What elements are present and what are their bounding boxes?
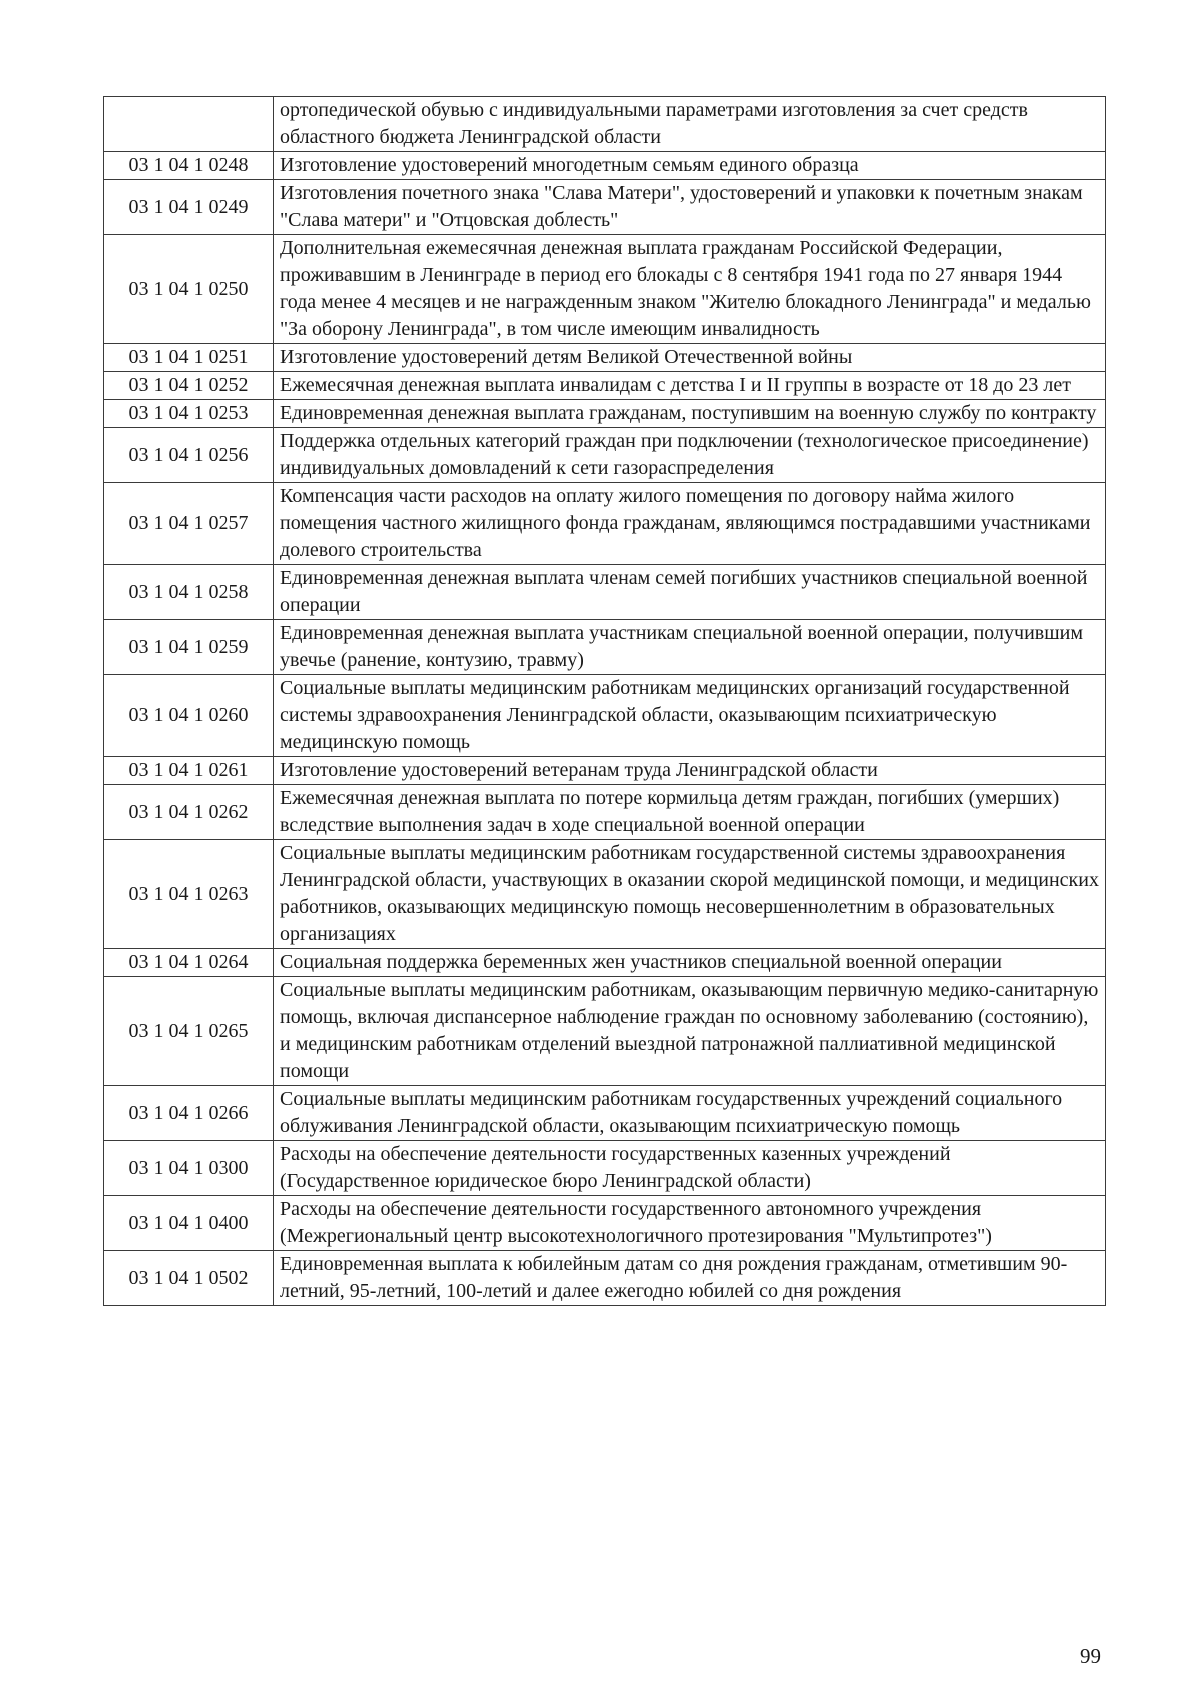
table-row: [104, 949, 1106, 977]
row-description-cell: Изготовление удостоверений ветеранам труда Ленинградской области: [274, 757, 1106, 785]
row-description-cell: Единовременная денежная выплата членам семей погибших участников специальной военной операции: [274, 565, 1106, 620]
row-description-cell: Единовременная денежная выплата гражданам, поступившим на военную службу по контракту: [274, 400, 1106, 428]
table-row: [104, 1196, 1106, 1251]
row-description-cell: Поддержка отдельных категорий граждан при подключении (технологическое присоединение) индивидуальных домовладений к сети газораспределения: [274, 428, 1106, 483]
row-description-cell: Компенсация части расходов на оплату жилого помещения по договору найма жилого помещения частного жилищного фонда гражданам, являющимся пострадавшими участниками долевого строительства: [274, 483, 1106, 565]
row-code-cell: 03 1 04 1 0264: [104, 949, 274, 977]
table-row: [104, 180, 1106, 235]
row-code-cell: 03 1 04 1 0260: [104, 675, 274, 757]
row-code-cell: 03 1 04 1 0502: [104, 1251, 274, 1306]
row-description-cell: ортопедической обувью с индивидуальными параметрами изготовления за счет средств областного бюджета Ленинградской области: [274, 97, 1106, 152]
table-row: [104, 1251, 1106, 1306]
row-code-cell: 03 1 04 1 0262: [104, 785, 274, 840]
table-row: [104, 235, 1106, 344]
table-body: [104, 97, 1106, 1306]
row-description-cell: Расходы на обеспечение деятельности государственного автономного учреждения (Межрегиональный центр высокотехнологичного протезирования "Мультипротез"): [274, 1196, 1106, 1251]
table-row: [104, 97, 1106, 152]
row-code-cell: [104, 97, 274, 152]
page-number: 99: [1080, 1644, 1101, 1668]
table-row: [104, 675, 1106, 757]
row-description-cell: Ежемесячная денежная выплата по потере кормильца детям граждан, погибших (умерших) вследствие выполнения задач в ходе специальной военной операции: [274, 785, 1106, 840]
table-row: [104, 152, 1106, 180]
row-description-cell: Дополнительная ежемесячная денежная выплата гражданам Российской Федерации, проживавшим в Ленинграде в период его блокады с 8 сентября 1941 года по 27 января 1944 года менее 4 месяцев и не награжденным знаком "Жителю блокадного Ленинграда" и медалью "За оборону Ленинграда", в том числе имеющим инвалидность: [274, 235, 1106, 344]
table-row: [104, 565, 1106, 620]
row-code-cell: 03 1 04 1 0400: [104, 1196, 274, 1251]
row-code-cell: 03 1 04 1 0261: [104, 757, 274, 785]
row-description-cell: Социальные выплаты медицинским работникам государственной системы здравоохранения Ленинградской области, участвующих в оказании скорой медицинской помощи, и медицинских работников, оказывающих медицинскую помощь несовершеннолетним в образовательных организациях: [274, 840, 1106, 949]
row-description-cell: Изготовления почетного знака "Слава Матери", удостоверений и упаковки к почетным знакам "Слава матери" и "Отцовская доблесть": [274, 180, 1106, 235]
row-code-cell: 03 1 04 1 0249: [104, 180, 274, 235]
table-row: [104, 428, 1106, 483]
row-description-cell: Ежемесячная денежная выплата инвалидам с детства I и II группы в возрасте от 18 до 23 лет: [274, 372, 1106, 400]
row-code-cell: 03 1 04 1 0263: [104, 840, 274, 949]
table-row: [104, 1141, 1106, 1196]
table-row: [104, 372, 1106, 400]
row-description-cell: Социальные выплаты медицинским работникам, оказывающим первичную медико-санитарную помощь, включая диспансерное наблюдение граждан по основному заболеванию (состоянию), и медицинским работникам отделений выездной патронажной паллиативной медицинской помощи: [274, 977, 1106, 1086]
row-code-cell: 03 1 04 1 0248: [104, 152, 274, 180]
table-row: [104, 620, 1106, 675]
row-code-cell: 03 1 04 1 0252: [104, 372, 274, 400]
row-description-cell: Единовременная выплата к юбилейным датам со дня рождения гражданам, отметившим 90-летний, 95-летний, 100-летий и далее ежегодно юбилей со дня рождения: [274, 1251, 1106, 1306]
row-code-cell: 03 1 04 1 0250: [104, 235, 274, 344]
row-code-cell: 03 1 04 1 0251: [104, 344, 274, 372]
row-code-cell: 03 1 04 1 0253: [104, 400, 274, 428]
table-row: [104, 977, 1106, 1086]
row-description-cell: Социальные выплаты медицинским работникам медицинских организаций государственной системы здравоохранения Ленинградской области, оказывающим психиатрическую медицинскую помощь: [274, 675, 1106, 757]
table-row: [104, 344, 1106, 372]
row-code-cell: 03 1 04 1 0300: [104, 1141, 274, 1196]
table-row: [104, 400, 1106, 428]
row-code-cell: 03 1 04 1 0266: [104, 1086, 274, 1141]
table-row: [104, 757, 1106, 785]
row-code-cell: 03 1 04 1 0265: [104, 977, 274, 1086]
table-row: [104, 840, 1106, 949]
row-code-cell: 03 1 04 1 0256: [104, 428, 274, 483]
row-description-cell: Социальная поддержка беременных жен участников специальной военной операции: [274, 949, 1106, 977]
table-row: [104, 1086, 1106, 1141]
budget-codes-table: [103, 96, 1106, 1306]
row-code-cell: 03 1 04 1 0259: [104, 620, 274, 675]
row-description-cell: Изготовление удостоверений детям Великой Отечественной войны: [274, 344, 1106, 372]
row-code-cell: 03 1 04 1 0257: [104, 483, 274, 565]
row-description-cell: Социальные выплаты медицинским работникам государственных учреждений социального облуживания Ленинградской области, оказывающим психиатрическую помощь: [274, 1086, 1106, 1141]
row-description-cell: Расходы на обеспечение деятельности государственных казенных учреждений (Государственное юридическое бюро Ленинградской области): [274, 1141, 1106, 1196]
row-description-cell: Единовременная денежная выплата участникам специальной военной операции, получившим увечье (ранение, контузию, травму): [274, 620, 1106, 675]
row-description-cell: Изготовление удостоверений многодетным семьям единого образца: [274, 152, 1106, 180]
table-row: [104, 785, 1106, 840]
row-code-cell: 03 1 04 1 0258: [104, 565, 274, 620]
table-row: [104, 483, 1106, 565]
